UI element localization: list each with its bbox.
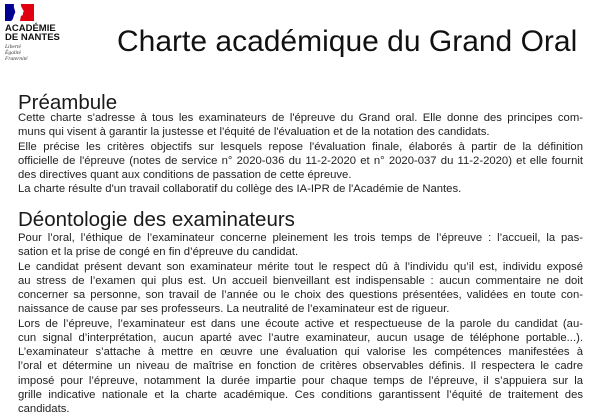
paragraph-line: Elle précise les critères objectifs sur lesquels repose l'évaluation finale, élaborés à partir de la définition [18,140,583,153]
paragraph [18,140,583,183]
republic-motto [5,44,28,62]
document-title: Charte académique du Grand Oral [117,25,578,58]
paragraph-line: candidats. [18,403,70,415]
paragraph [18,111,583,140]
paragraph-line: Lors de l’épreuve, l’examinateur est dans une écoute active et respectueuse de la parole du candidat (au- [18,317,583,330]
paragraph-line: Pour l’oral, l’éthique de l’examinateur concerne pleinement les trois temps de l’épreuve : l’accueil, la pas- [18,232,583,244]
paragraph [18,317,583,346]
academie-name-line2: DE NANTES [5,32,60,43]
section-body-preambule [18,111,583,197]
paragraph-line: cun signal d’interprétation, aucun aparté avec l’autre examinateur, aucun usage de téléphone portable...). [18,331,583,344]
paragraph-line: des directives quant aux conditions de passation de cette épreuve. [18,169,352,181]
paragraph-line: grille indicative nationale et la charte académique. Ces conditions garantissent l’équité de traitement des [18,388,583,401]
paragraph-line: officielle de l'épreuve (notes de service n° 2020-036 du 11-2-2020 et n° 2020-037 du 11-2-2020) et elle fournit [18,154,583,167]
paragraph-line: concerner sa personne, son travail de l’année ou le choix des questions présentées, validées en toute con- [18,289,583,301]
section-body-deontologie [18,231,583,416]
marianne-flag-icon [5,4,34,21]
motto-line: Liberté [5,44,21,50]
section-heading-preambule: Préambule [18,91,118,114]
paragraph [18,260,583,317]
paragraph [18,231,583,260]
paragraph-line: La charte résulte d'un travail collaboratif du collège des IA-IPR de l'Académie de Nantes. [18,183,462,196]
paragraph-line: muns qui visent à garantir la justesse et l'équité de l'évaluation et de la notation des candidats. [18,126,490,139]
paragraph [18,182,583,196]
paragraph-line: imposé pour l’épreuve, notamment la durée impartie pour chaque temps de l’épreuve, il s’appuiera sur la [18,374,583,387]
paragraph-line: Le candidat présent devant son examinateur mérite tout le respect dû à l’individu qu’il est, individu exposé [18,260,583,273]
motto-line: Fraternité [5,56,28,62]
section-heading-deontologie: Déontologie des examinateurs [18,207,295,231]
paragraph-line: au stress de l’examen qui plus est. Un accueil bienveillant est indispensable : aucun commentaire ne doit [18,274,583,287]
paragraph-line: sation et la prise de congé en fin d’épreuve du candidat. [18,246,299,259]
academie-logo [0,0,80,66]
motto-line: Égalité [5,50,21,56]
paragraph-line: Cette charte s'adresse à tous les examinateurs de l'épreuve du Grand oral. Elle donne des principes com- [18,112,583,124]
paragraph-line: L’examinateur s’attache à mettre en œuvre une évaluation qui valorise les compétences manifestées à [18,346,583,358]
paragraph-line: l’oral et détermine un niveau de maîtrise en fonction de critères observables définis. Il respectera le cadre [18,360,583,373]
paragraph-line: naissance de cause par ses professeurs. La neutralité de l’examinateur est de rigueur. [18,303,450,316]
academie-name-line1: ACADÉMIE [5,23,56,34]
paragraph [18,345,583,416]
